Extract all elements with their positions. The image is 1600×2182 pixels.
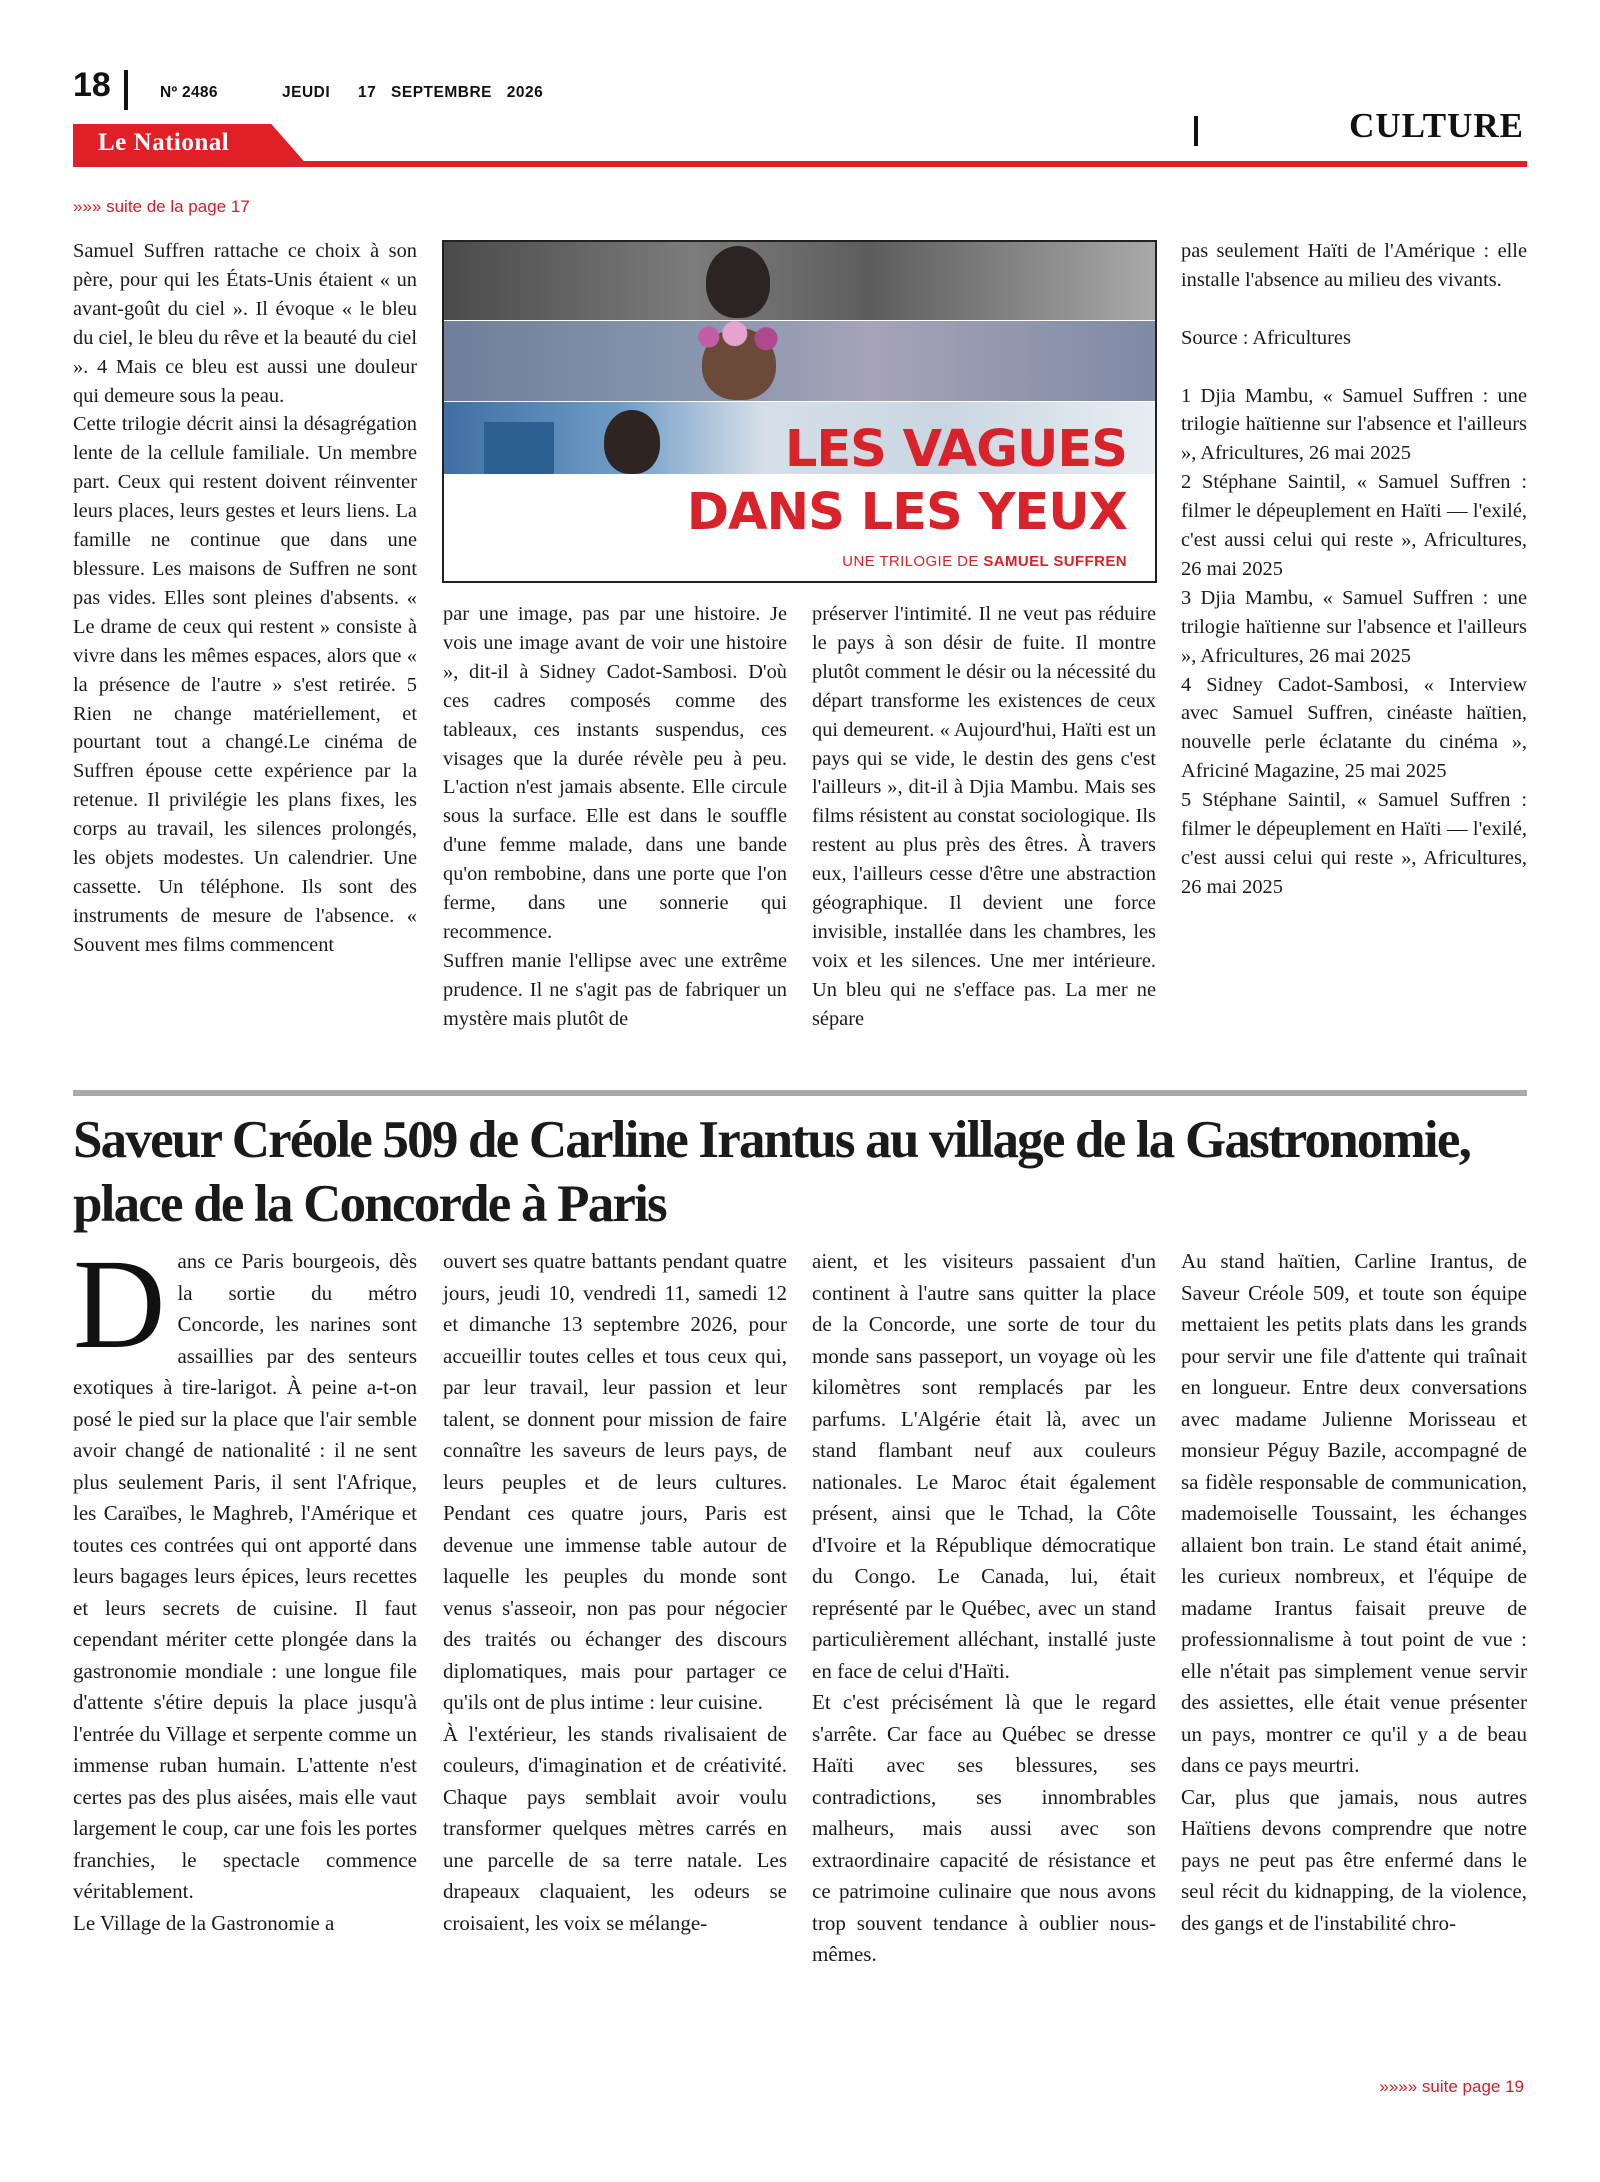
article1-paragraph: préserver l'intimité. Il ne veut pas réduire le pays à son désir de fuite. Il montre plutôt comment le désir ou la nécessité du départ transforme les existences de ceux qui demeurent. « Aujourd'hui, Haïti est un pays qui se vide, le destin des gens c'est l'ailleurs », dit-il à Djia Mambu. Mais ses films résistent au constat sociologique. Ils restent au plus près des êtres. À travers eux, l'ailleurs cesse d'être une abstraction géographique. Il devient une force invisible, installée dans les chambres, les voix et les silences. Une mer intérieure. Un bleu qui ne s'efface pas. La mer ne sépare xyxy=(812,603,1156,1030)
footnote: 1 Djia Mambu, « Samuel Suffren : une trilogie haïtienne sur l'absence et l'ailleurs », Africultures, 26 mai 2025 xyxy=(1181,384,1527,465)
article1-paragraph: par une image, pas par une histoire. Je vois une image avant de voir une histoire », dit-il à Sidney Cadot-Sambosi. D'où ces cadres composés comme des tableaux, ces instants suspendus, ces visages que la durée révèle peu à peu. L'action n'est jamais absente. Elle circule sous la surface. Elle est dans le souffle d'une femme malade, dans une bande qu'on rembobine, dans une porte que l'on ferme, dans une sonnerie qui recommence. xyxy=(443,603,787,943)
newspaper-logo: Le National xyxy=(98,129,230,156)
page-number: 18 xyxy=(73,66,111,104)
article2-column-4 xyxy=(1181,1246,1527,1939)
section-divider xyxy=(1194,116,1198,146)
article2-paragraph: aient, et les visiteurs passaient d'un continent à l'autre sans quitter la place de la Concorde, une sorte de tour du monde sans passeport, un voyage où les kilomètres sont remplacés par les parfums. L'Algérie était là, avec un stand flambant neuf aux couleurs nationales. Le Maroc était également présent, ainsi que le Tchad, la Côte d'Ivoire et la République démocratique du Congo. Le Canada, lui, était représenté par le Québec, avec un stand particulièrement alléchant, installé juste en face de celui d'Haïti. xyxy=(812,1249,1156,1683)
continued-on-label: »»»» suite page 19 xyxy=(1379,2077,1524,2096)
article1-column-4 xyxy=(1181,237,1527,902)
article-source: Source : Africultures xyxy=(1181,326,1351,349)
article2-paragraph: À l'extérieur, les stands rivalisaient de couleurs, d'imagination et de créativité. Chaque pays semblait avoir voulu transformer quelques mètres carrés en une parcelle de sa terre natale. Les drapeaux claquaient, les odeurs se croisaient, les voix se mélange- xyxy=(443,1721,787,1935)
poster-portrait-man xyxy=(706,246,770,318)
poster-strip-middle xyxy=(444,321,1155,401)
article1-paragraph: pas seulement Haïti de l'Amérique : elle installe l'absence au milieu des vivants. xyxy=(1181,240,1527,291)
poster-title-line1: LES VAGUES xyxy=(784,420,1127,479)
poster-strip-top xyxy=(444,242,1155,320)
article2-paragraph: Car, plus que jamais, nous autres Haïtiens devons comprendre que notre pays ne peut pas être enfermé dans le seul récit du kidnapping, de la violence, des gangs et de l'instabilité chro- xyxy=(1181,1784,1527,1935)
article1-column-1 xyxy=(73,237,417,960)
article2-column-1 xyxy=(73,1233,417,1939)
film-poster-image xyxy=(442,240,1157,583)
issue-date: 17 SEPTEMBRE 2026 xyxy=(358,84,544,101)
issue-day: JEUDI xyxy=(282,84,331,101)
footnote: 3 Djia Mambu, « Samuel Suffren : une trilogie haïtienne sur l'absence et l'ailleurs », Africultures, 26 mai 2025 xyxy=(1181,586,1527,667)
poster-subtitle-name: SAMUEL SUFFREN xyxy=(983,553,1127,570)
poster-flower-crown xyxy=(688,320,792,354)
article2-lead-text: ans ce Paris bourgeois, dès la sortie du métro Concorde, les narines sont assaillies par des senteurs exotiques à tire-larigot. À peine a-t-on posé le pied sur la place que l'air semble avoir changé de nationalité : il ne sent plus seulement Paris, il sent l'Afrique, les Caraïbes, le Maghreb, l'Amérique et toutes ces contrées qui ont apporté dans leurs bagages leurs épices, leurs recettes et leurs secrets de cuisine. Il faut cependant mériter cette plongée dans la gastronomie mondiale : une longue file d'attente s'étire depuis la place jusqu'à l'entrée du Village et serpente comme un immense ruban humain. L'attente n'est certes pas des plus aisées, mais elle vaut largement le coup, car une fois les portes franchies, le spectacle commence véritablement. xyxy=(73,1249,417,1903)
article2-paragraph: Au stand haïtien, Carline Irantus, de Saveur Créole 509, et toute son équipe mettaient les petits plats dans les grands pour servir une file d'attente qui traînait en longueur. Entre deux conversations avec madame Julienne Morisseau et monsieur Péguy Bazile, accompagné de sa fidèle responsable de communication, mademoiselle Toussaint, les échanges allaient bon train. Le stand était animé, les curieux nombreux, et l'équipe de madame Irantus faisait preuve de professionnalisme à tout point de vue : elle n'était pas simplement venue servir des assiettes, elle était venue présenter un pays, montrer ce qu'il y a de beau dans ce pays meurtri. xyxy=(1181,1249,1527,1777)
section-title: CULTURE xyxy=(1349,106,1524,145)
drop-cap: D xyxy=(73,1233,166,1375)
continued-from-label: »»» suite de la page 17 xyxy=(73,197,250,216)
article1-paragraph: Samuel Suffren rattache ce choix à son père, pour qui les États-Unis étaient « un avant-goût du ciel ». Il évoque « le bleu du ciel, le bleu du rêve et la beauté du ciel ». 4 Mais ce bleu est aussi une douleur qui demeure sous la peau. xyxy=(73,240,417,407)
article1-paragraph: Suffren manie l'ellipse avec une extrême prudence. Il ne s'agit pas de fabriquer un mystère mais plutôt de xyxy=(443,949,787,1030)
article2-paragraph: ouvert ses quatre battants pendant quatre jours, jeudi 10, vendredi 11, samedi 12 et dimanche 13 septembre 2026, pour accueillir toutes celles et tous ceux qui, par leur travail, leur passion et leur talent, se donnent pour mission de faire connaître les saveurs de leurs pays, de leurs peuples et de leurs cultures. Pendant ces quatre jours, Paris est devenue une immense table autour de laquelle les peuples du monde sont venus s'asseoir, non pas pour négocier des traités ou échanger des discours diplomatiques, mais pour partager ce qu'ils ont de plus intime : leur cuisine. xyxy=(443,1249,787,1714)
poster-title-line2: DANS LES YEUX xyxy=(686,483,1127,542)
article2-paragraph: Et c'est précisément là que le regard s'arrête. Car face au Québec se dresse Haïti avec ses blessures, ses contradictions, ses innombrables malheurs, mais aussi avec son extraordinaire capacité de résistance et ce patrimoine culinaire que nous avons trop souvent tendance à oublier nous-mêmes. xyxy=(812,1690,1156,1966)
article1-column-3 xyxy=(812,600,1156,1034)
article2-headline: Saveur Créole 509 de Carline Irantus au village de la Gastronomie, place de la Concorde à Paris xyxy=(73,1111,1471,1233)
article2-column-2 xyxy=(443,1246,787,1939)
article2-paragraph xyxy=(73,1233,417,1908)
article-divider xyxy=(73,1090,1527,1096)
article2-column-3 xyxy=(812,1246,1156,1971)
footnote: 5 Stéphane Saintil, « Samuel Suffren : filmer le dépeuplement en Haïti — l'exilé, c'est aussi celui qui reste », Africultures, 26 mai 2025 xyxy=(1181,789,1527,898)
footnote: 2 Stéphane Saintil, « Samuel Suffren : filmer le dépeuplement en Haïti — l'exilé, c'est aussi celui qui reste », Africultures, 26 mai 2025 xyxy=(1181,471,1527,580)
page-number-divider xyxy=(124,70,128,110)
article2-paragraph: Le Village de la Gastronomie a xyxy=(73,1910,335,1935)
poster-subtitle-prefix: UNE TRILOGIE DE xyxy=(842,553,979,570)
issue-number: Nº 2486 xyxy=(160,84,218,101)
poster-subtitle xyxy=(842,553,1127,570)
article1-column-2 xyxy=(443,600,787,1034)
article1-paragraph: Cette trilogie décrit ainsi la désagrégation lente de la cellule familiale. Un membre part. Ceux qui restent doivent réinventer leurs places, leurs gestes et leurs liens. La famille ne continue que dans une blessure. Les maisons de Suffren ne sont pas vides. Elles sont pleines d'absents. « Le drame de ceux qui restent » consiste à vivre dans les mêmes espaces, alors que « la présence de l'autre » s'est retirée. 5 Rien ne change matériellement, et pourtant tout a changé.Le cinéma de Suffren épouse cette expérience par la retenue. Il privilégie les plans fixes, les corps au travail, les silences prolongés, les objets modestes. Un calendrier. Une cassette. Un téléphone. Ils sont des instruments de mesure de l'absence. « Souvent mes films commencent xyxy=(73,413,417,956)
footnote: 4 Sidney Cadot-Sambosi, « Interview avec Samuel Suffren, cinéaste haïtien, nouvelle perle éclatante du cinéma », Africiné Magazine, 25 mai 2025 xyxy=(1181,673,1527,783)
